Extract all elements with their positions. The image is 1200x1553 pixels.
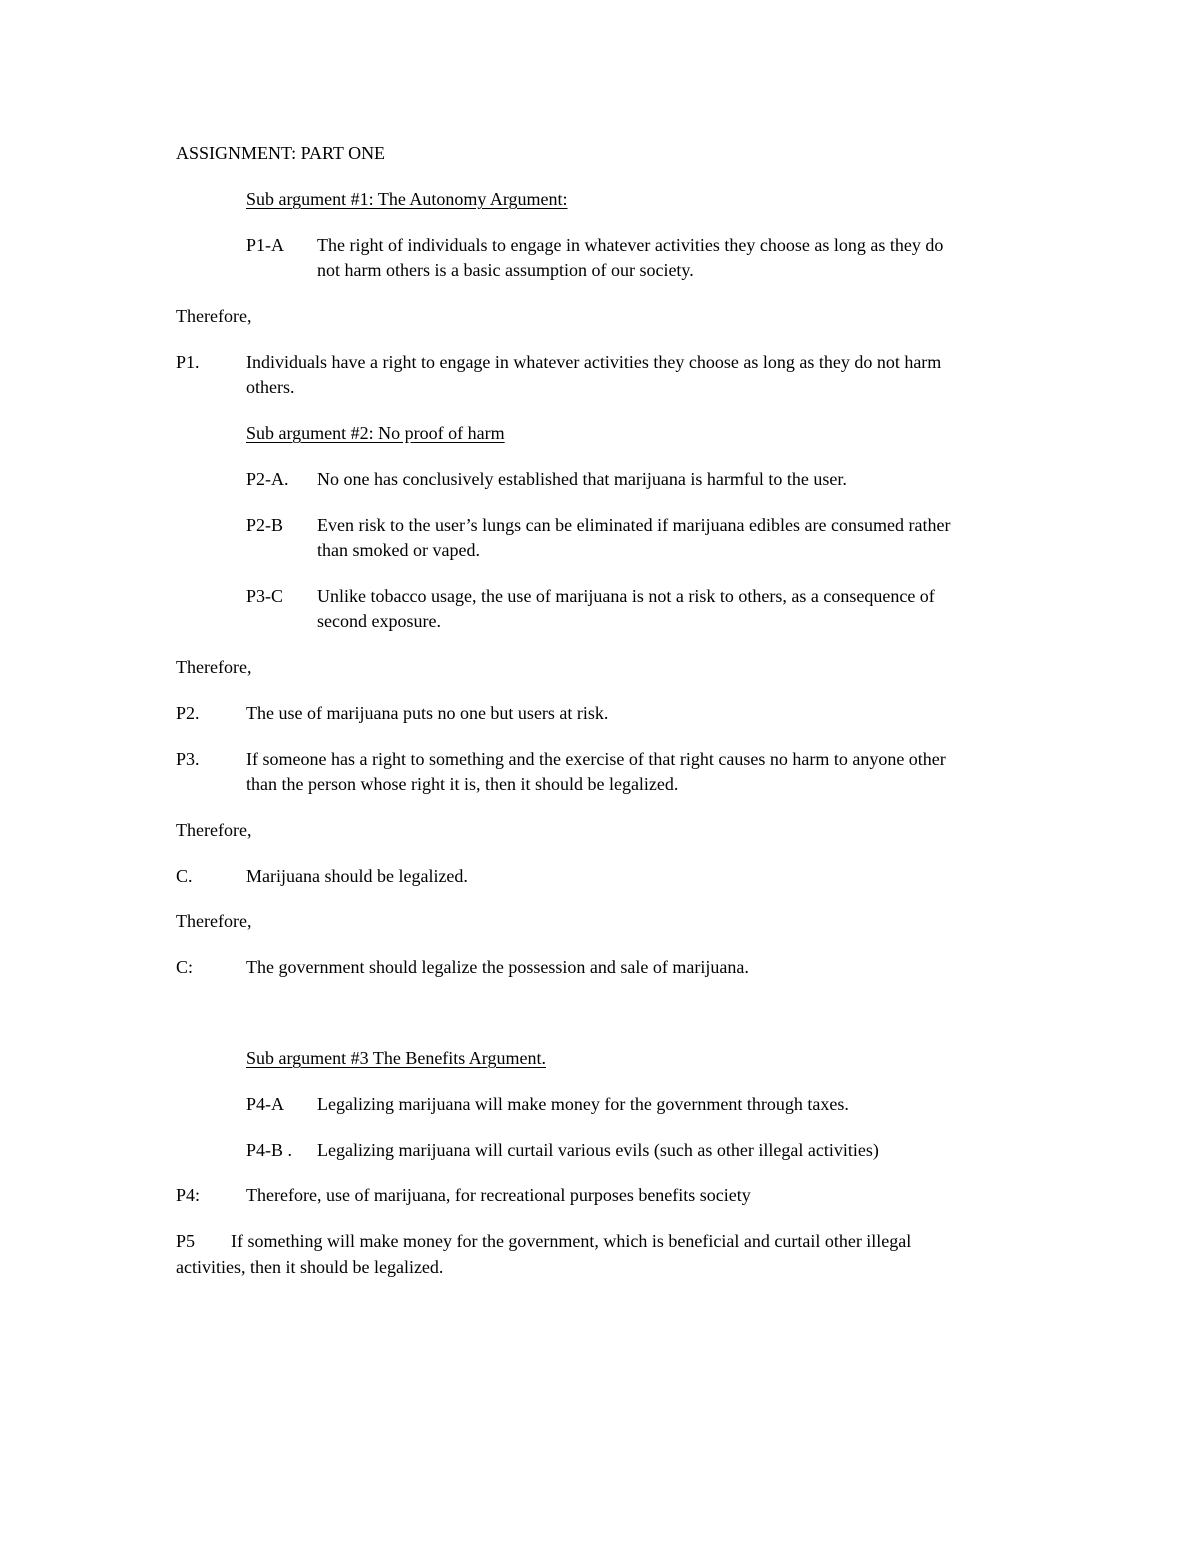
premise-label: P1. <box>176 352 200 372</box>
premise-label: P2-B <box>246 515 284 535</box>
therefore-text: Therefore, <box>176 657 252 677</box>
premise-text-line: second exposure. <box>317 611 441 631</box>
premise-text-line: The use of marijuana puts no one but users at risk. <box>246 703 609 723</box>
premise-text-line: not harm others is a basic assumption of our society. <box>317 260 694 280</box>
therefore-text: Therefore, <box>176 911 252 931</box>
premise-label: P3. <box>176 749 200 769</box>
therefore-text: Therefore, <box>176 306 252 326</box>
page-title: ASSIGNMENT: PART ONE <box>176 143 386 163</box>
therefore-text: Therefore, <box>176 820 252 840</box>
conclusion-text-line: The government should legalize the possession and sale of marijuana. <box>246 957 749 977</box>
premise-text-line: No one has conclusively established that marijuana is harmful to the user. <box>317 469 847 489</box>
premise-text-line: than the person whose right it is, then it should be legalized. <box>246 774 679 794</box>
premise-text-line: Legalizing marijuana will make money for the government through taxes. <box>317 1094 849 1114</box>
conclusion-text-line: Marijuana should be legalized. <box>246 866 468 886</box>
premise-text-line: If someone has a right to something and the exercise of that right causes no harm to anyone other <box>246 749 946 769</box>
premise-label: P4-A <box>246 1094 285 1114</box>
premise-text-line: Therefore, use of marijuana, for recreational purposes benefits society <box>246 1185 751 1205</box>
conclusion-label: C: <box>176 957 194 977</box>
premise-label: P5 <box>176 1231 196 1251</box>
premise-text-line: If something will make money for the government, which is beneficial and curtail other illegal <box>231 1231 912 1251</box>
conclusion-label: C. <box>176 866 193 886</box>
premise-text-line: The right of individuals to engage in whatever activities they choose as long as they do <box>317 235 944 255</box>
sub-argument-1-heading: Sub argument #1: The Autonomy Argument: <box>246 189 568 209</box>
premise-label: P4: <box>176 1185 201 1205</box>
premise-text-line: than smoked or vaped. <box>317 540 480 560</box>
premise-text-line: Individuals have a right to engage in whatever activities they choose as long as they do not harm <box>246 352 942 372</box>
premise-label: P3-C <box>246 586 284 606</box>
premise-label: P2-A. <box>246 469 289 489</box>
premise-text-line: Unlike tobacco usage, the use of marijuana is not a risk to others, as a consequence of <box>317 586 935 606</box>
premise-text-line: Even risk to the user’s lungs can be eliminated if marijuana edibles are consumed rather <box>317 515 951 535</box>
premise-label: P1-A <box>246 235 285 255</box>
premise-text-line: others. <box>246 377 295 397</box>
sub-argument-2-heading: Sub argument #2: No proof of harm <box>246 423 505 443</box>
premise-text-line: activities, then it should be legalized. <box>176 1257 444 1277</box>
premise-text-line: Legalizing marijuana will curtail various evils (such as other illegal activities) <box>317 1140 879 1160</box>
sub-argument-3-heading: Sub argument #3 The Benefits Argument. <box>246 1048 546 1068</box>
premise-label: P2. <box>176 703 200 723</box>
premise-label: P4-B . <box>246 1140 293 1160</box>
